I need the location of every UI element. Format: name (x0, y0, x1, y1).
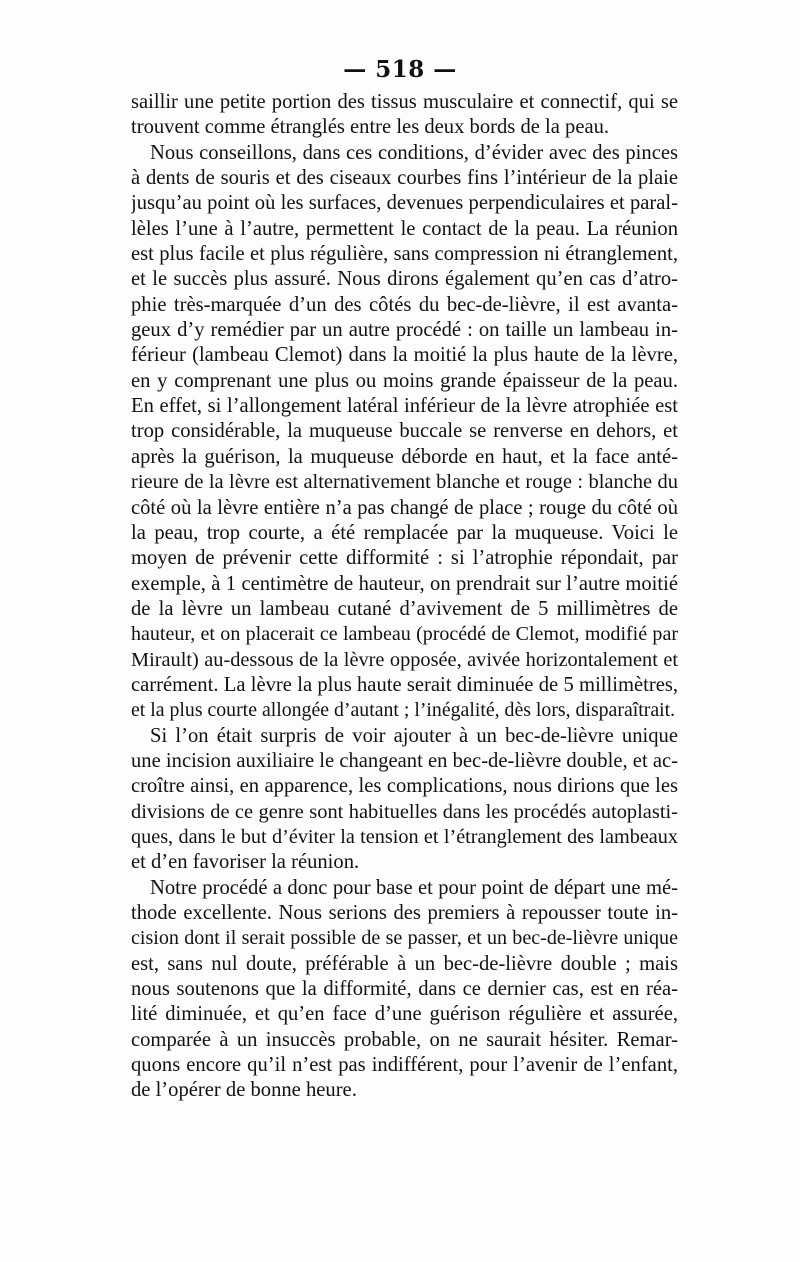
text-line: la peau, trop courte, a été remplacée par la muqueuse. Voici le (131, 521, 678, 544)
text-line: et le succès plus assuré. Nous dirons également qu’en cas d’atro- (131, 268, 678, 291)
text-line: et d’en favoriser la réunion. (131, 851, 360, 874)
text-line: croître ainsi, en apparence, les complications, nous dirions que les (131, 775, 678, 798)
text-line: moyen de prévenir cette difformité : si l’atrophie répondait, par (131, 547, 678, 570)
text-line: En effet, si l’allongement latéral inférieur de la lèvre atrophiée est (131, 395, 678, 418)
text-line: Notre procédé a donc pour base et pour point de départ une mé- (150, 876, 678, 899)
text-line: une incision auxiliaire le changeant en bec-de-lièvre double, et ac- (131, 749, 678, 772)
text-line: lèles l’une à l’autre, permettent le contact de la peau. La réunion (131, 217, 678, 240)
text-line: à dents de souris et des ciseaux courbes fins l’intérieur de la plaie (131, 167, 678, 190)
text-line: jusqu’au point où les surfaces, devenues perpendiculaires et paral- (131, 192, 678, 215)
text-line: quons encore qu’il n’est pas indifférent, pour l’avenir de l’enfant, (131, 1054, 678, 1077)
text-line: carrément. La lèvre la plus haute serait diminuée de 5 millimètres, (131, 673, 678, 696)
text-line: Si l’on était surpris de voir ajouter à un bec-de-lièvre unique (150, 724, 678, 747)
text-line: geux d’y remédier par un autre procédé : on taille un lambeau in- (131, 319, 678, 342)
text-line: nous soutenons que la difformité, dans ce dernier cas, est en réa- (131, 978, 678, 1001)
text-line: phie très-marquée d’un des côtés du bec-de-lièvre, il est avanta- (131, 293, 678, 316)
text-line: de la lèvre un lambeau cutané d’avivement de 5 millimètres de (131, 597, 678, 620)
text-line: Nous conseillons, dans ces conditions, d’évider avec des pinces (150, 141, 678, 164)
text-line: divisions de ce genre sont habituelles dans les procédés autoplasti- (131, 800, 678, 823)
text-line: cision dont il serait possible de se passer, et un bec-de-lièvre unique (131, 927, 678, 950)
page-number: — 518 — (343, 56, 457, 83)
text-line: est, sans nul doute, préférable à un bec-de-lièvre double ; mais (131, 952, 678, 975)
text-line: trop considérable, la muqueuse buccale se renverse en dehors, et (131, 420, 678, 443)
text-line: exemple, à 1 centimètre de hauteur, on prendrait sur l’autre moitié (131, 572, 678, 595)
text-line: est plus facile et plus régulière, sans compression ni étranglement, (131, 243, 678, 266)
text-line: de l’opérer de bonne heure. (131, 1079, 357, 1102)
text-line: comparée à un insuccès probable, on ne saurait hésiter. Remar- (131, 1028, 678, 1051)
text-line: trouvent comme étranglés entre les deux bords de la peau. (131, 116, 610, 139)
body-text (131, 90, 678, 1104)
text-line: rieure de la lèvre est alternativement blanche et rouge : blanche du (131, 471, 678, 494)
text-line: ques, dans le but d’éviter la tension et l’étranglement des lambeaux (131, 825, 678, 848)
text-line: férieur (lambeau Clemot) dans la moitié la plus haute de la lèvre, (131, 344, 678, 367)
text-line: et la plus courte allongée d’autant ; l’inégalité, dès lors, disparaîtrait. (131, 699, 676, 722)
text-line: en y comprenant une plus ou moins grande épaisseur de la peau. (131, 369, 678, 392)
text-line: thode excellente. Nous serions des premiers à repousser toute in- (131, 902, 678, 924)
text-line: côté où la lèvre entière n’a pas changé de place ; rouge du côté où (131, 496, 678, 519)
text-line: lité diminuée, et qu’en face d’une guérison régulière et assurée, (131, 1003, 678, 1026)
text-line: saillir une petite portion des tissus musculaire et connectif, qui se (131, 91, 678, 113)
text-line: hauteur, et on placerait ce lambeau (procédé de Clemot, modifié par (131, 623, 678, 646)
text-line: Mirault) au-dessous de la lèvre opposée, avivée horizontalement et (131, 648, 678, 671)
text-line: après la guérison, la muqueuse déborde en haut, et la face anté- (131, 445, 678, 468)
